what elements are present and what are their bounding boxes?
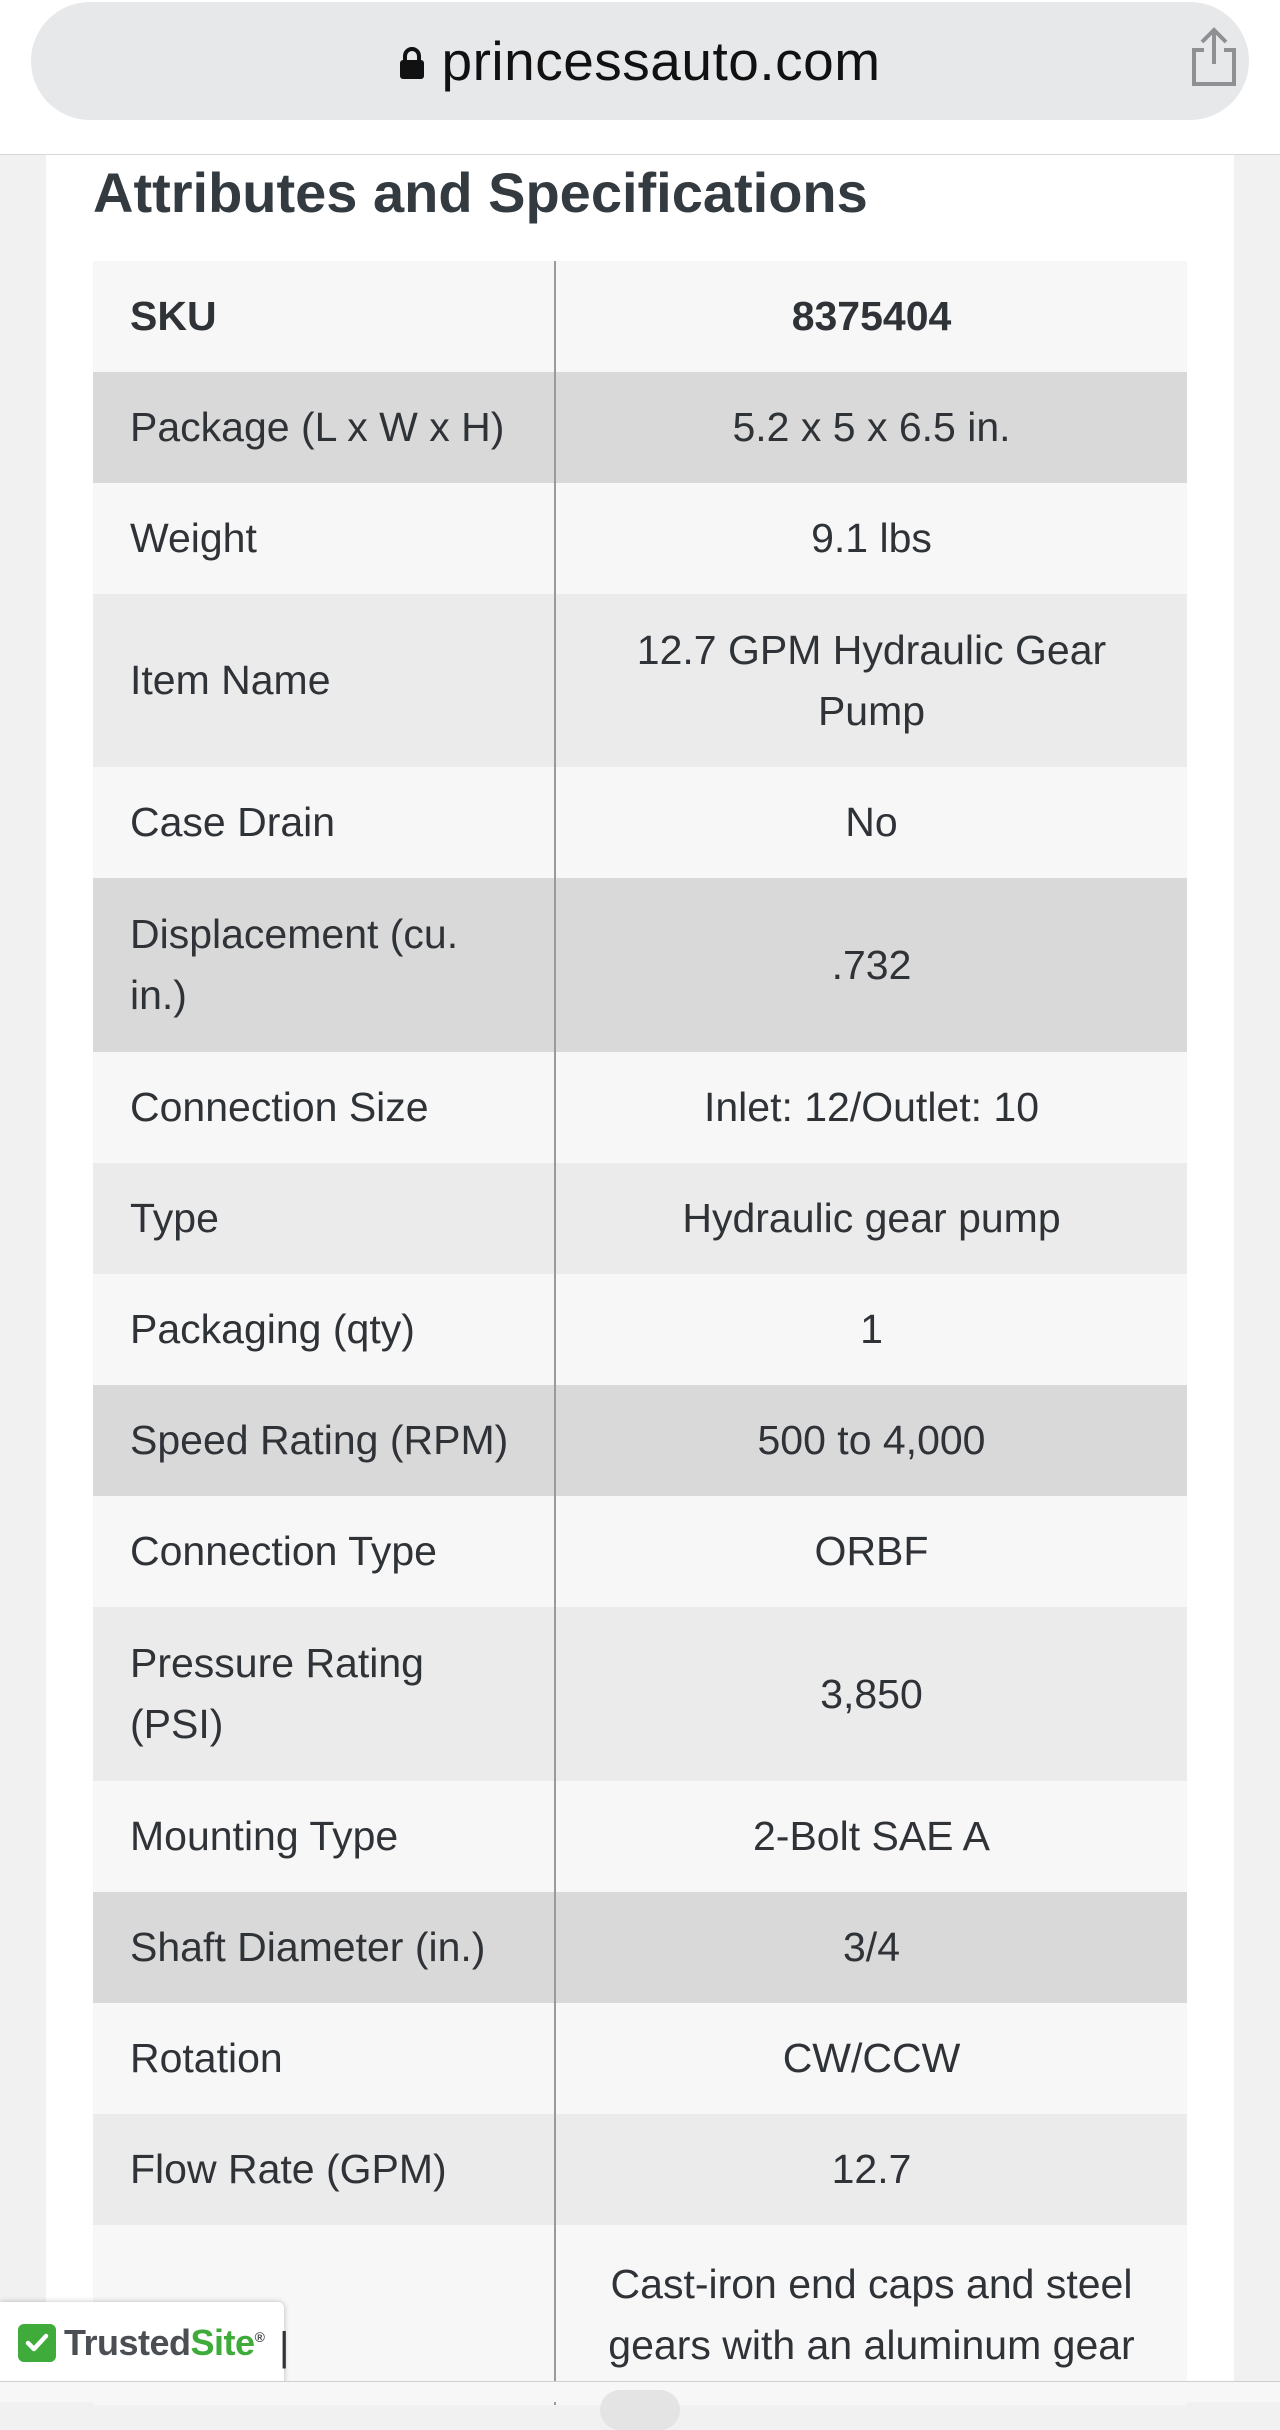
spec-attr: Rotation [93, 2003, 556, 2114]
spec-attr: Speed Rating (RPM) [93, 1385, 556, 1496]
spec-value: No [845, 799, 898, 845]
spec-attr: Flow Rate (GPM) [93, 2114, 556, 2225]
table-row [93, 1607, 1187, 1781]
spec-attr: Packaging (qty) [93, 1274, 556, 1385]
trusted-site-badge[interactable] [0, 2302, 284, 2384]
spec-attr: Item Name [93, 594, 556, 767]
spec-value: 500 to 4,000 [757, 1417, 986, 1463]
table-row [93, 878, 1187, 1052]
table-row [93, 1892, 1187, 2003]
table-row [93, 1052, 1187, 1163]
table-row [93, 594, 1187, 767]
table-row [93, 1163, 1187, 1274]
table-row [93, 1781, 1187, 1892]
table-row [93, 261, 1187, 372]
spec-value: Hydraulic gear pump [682, 1195, 1061, 1241]
spec-value: Cast-iron end caps and steel gears with an aluminum gear [608, 2261, 1135, 2368]
spec-value: 5.2 x 5 x 6.5 in. [732, 404, 1011, 450]
spec-value: Inlet: 12/Outlet: 10 [703, 1084, 1040, 1130]
spec-value: 12.7 GPM Hydraulic Gear Pump [636, 626, 1107, 734]
address-bar[interactable] [31, 2, 1249, 120]
url-display[interactable] [31, 2, 1249, 120]
spec-attr: SKU [93, 261, 556, 372]
spec-value: 9.1 lbs [811, 515, 932, 561]
spec-attr: Connection Size [93, 1052, 556, 1163]
spec-attr: Connection Type [93, 1496, 556, 1607]
badge-brand: Trusted [64, 2322, 191, 2363]
checkmark-icon [18, 2324, 56, 2362]
spec-value: 3,850 [820, 1670, 923, 1717]
table-row [93, 1385, 1187, 1496]
spec-value: 2-Bolt SAE A [752, 1813, 990, 1859]
table-row [93, 483, 1187, 594]
spec-attr: Weight [93, 483, 556, 594]
spec-attr: Shaft Diameter (in.) [93, 1892, 556, 2003]
url-text: princessauto.com [441, 30, 881, 92]
content-panel [46, 155, 1234, 2401]
badge-brand-accent: Site [190, 2322, 255, 2363]
spec-value: 3/4 [843, 1924, 900, 1970]
spec-value: 1 [860, 1306, 883, 1352]
lock-icon [399, 46, 425, 80]
table-row [93, 1496, 1187, 1607]
spec-value: .732 [831, 941, 912, 988]
spec-attr: Displacement (cu. in.) [93, 878, 556, 1052]
spec-value: CW/CCW [782, 2035, 961, 2081]
table-row [93, 2003, 1187, 2114]
table-row [93, 372, 1187, 483]
table-row [93, 2114, 1187, 2225]
spec-attr: Mounting Type [93, 1781, 556, 1892]
section-heading: Attributes and Specifications [93, 161, 868, 224]
spec-value: ORBF [814, 1528, 929, 1574]
registered-mark: ® [254, 2329, 265, 2345]
spec-value: 12.7 [831, 2146, 912, 2192]
specs-table [93, 261, 1187, 2405]
table-row [93, 1274, 1187, 1385]
trusted-site-label [64, 2322, 264, 2364]
spec-attr: Package (L x W x H) [93, 372, 556, 483]
home-handle [600, 2390, 680, 2430]
share-icon[interactable] [1188, 26, 1240, 88]
browser-top-bar [0, 0, 1280, 155]
spec-attr: Case Drain [93, 767, 556, 878]
table-row [93, 767, 1187, 878]
spec-attr: Pressure Rating (PSI) [93, 1607, 556, 1781]
badge-separator: | [279, 2325, 290, 2369]
spec-value: 8375404 [791, 293, 952, 339]
spec-attr: Type [93, 1163, 556, 1274]
